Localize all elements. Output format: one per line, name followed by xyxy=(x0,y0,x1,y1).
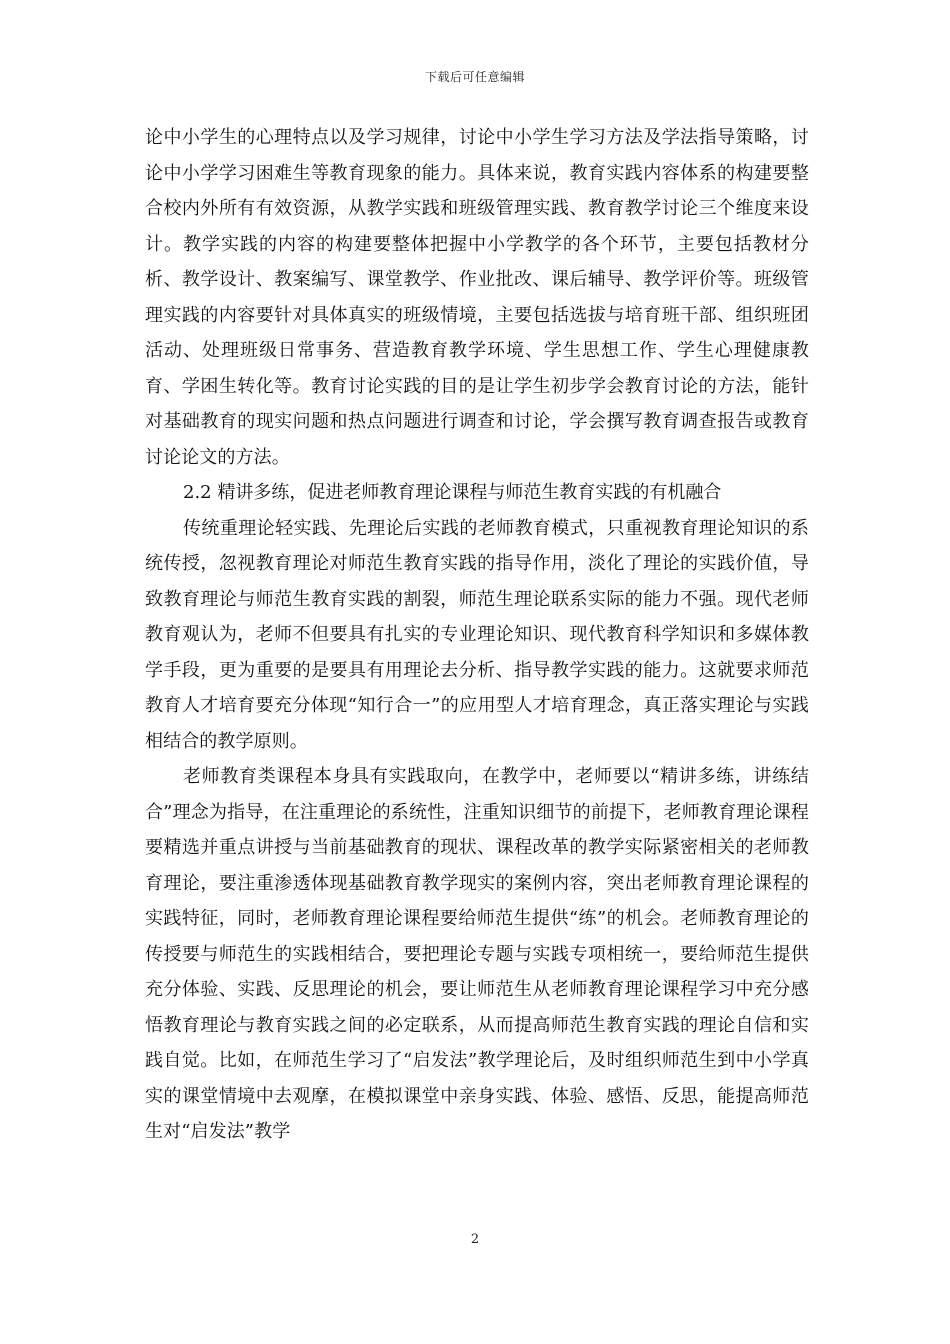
section-heading: 2.2 精讲多练，促进老师教育理论课程与师范生教育实践的有机融合 xyxy=(183,482,722,503)
document-body xyxy=(145,120,809,1150)
paragraph: 传统重理论轻实践、先理论后实践的老师教育模式，只重视教育理论知识的系统传授，忽视教育理论对师范生教育实践的指导作用，淡化了理论的实践价值，导致教育理论与师范生教育实践的割裂，师范生理论联系实际的能力不强。现代老师教育观认为，老师不但要具有扎实的专业理论知识、现代教育科学知识和多媒体教学手段，更为重要的是要具有用理论去分析、指导教学实践的能力。这就要求师范教育人才培育要充分体现“知行合一”的应用型人才培育理念，真正落实理论与实践相结合的教学原则。 xyxy=(145,517,809,752)
page-number: 2 xyxy=(470,1232,480,1247)
paragraph: 老师教育类课程本身具有实践取向，在教学中，老师要以“精讲多练，讲练结合”理念为指导，在注重理论的系统性，注重知识细节的前提下，老师教育理论课程要精选并重点讲授与当前基础教育的现状、课程改革的教学实际紧密相关的老师教育理论，要注重渗透体现基础教育教学现实的案例内容，突出老师教育理论课程的实践特征，同时，老师教育理论课程要给师范生提供“练”的机会。老师教育理论的传授要与师范生的实践相结合，要把理论专题与实践专项相统一，要给师范生提供充分体验、实践、反思理论的机会，要让师范生从老师教育理论课程学习中充分感悟教育理论与教育实践之间的必定联系，从而提高师范生教育实践的理论自信和实践自觉。比如，在师范生学习了“启发法”教学理论后，及时组织师范生到中小学真实的课堂情境中去观摩，在模拟课堂中亲身实践、体验、感悟、反思，能提高师范生对“启发法”教学 xyxy=(145,766,809,1142)
paragraph-continuation: 论中小学生的心理特点以及学习规律，讨论中小学生学习方法及学法指导策略，讨论中小学学习困难生等教育现象的能力。具体来说，教育实践内容体系的构建要整合校内外所有有效资源，从教学实践和班级管理实践、教育教学讨论三个维度来设计。教学实践的内容的构建要整体把握中小学教学的各个环节，主要包括教材分析、教学设计、教案编写、课堂教学、作业批改、课后辅导、教学评价等。班级管理实践的内容要针对具体真实的班级情境，主要包括选拔与培育班干部、组织班团活动、处理班级日常事务、营造教育教学环境、学生思想工作、学生心理健康教育、学困生转化等。教育讨论实践的目的是让学生初步学会教育讨论的方法，能针对基础教育的现实问题和热点问题进行调查和讨论，学会撰写教育调查报告或教育讨论论文的方法。 xyxy=(145,127,809,468)
page-header: 下载后可任意编辑 xyxy=(424,70,525,84)
